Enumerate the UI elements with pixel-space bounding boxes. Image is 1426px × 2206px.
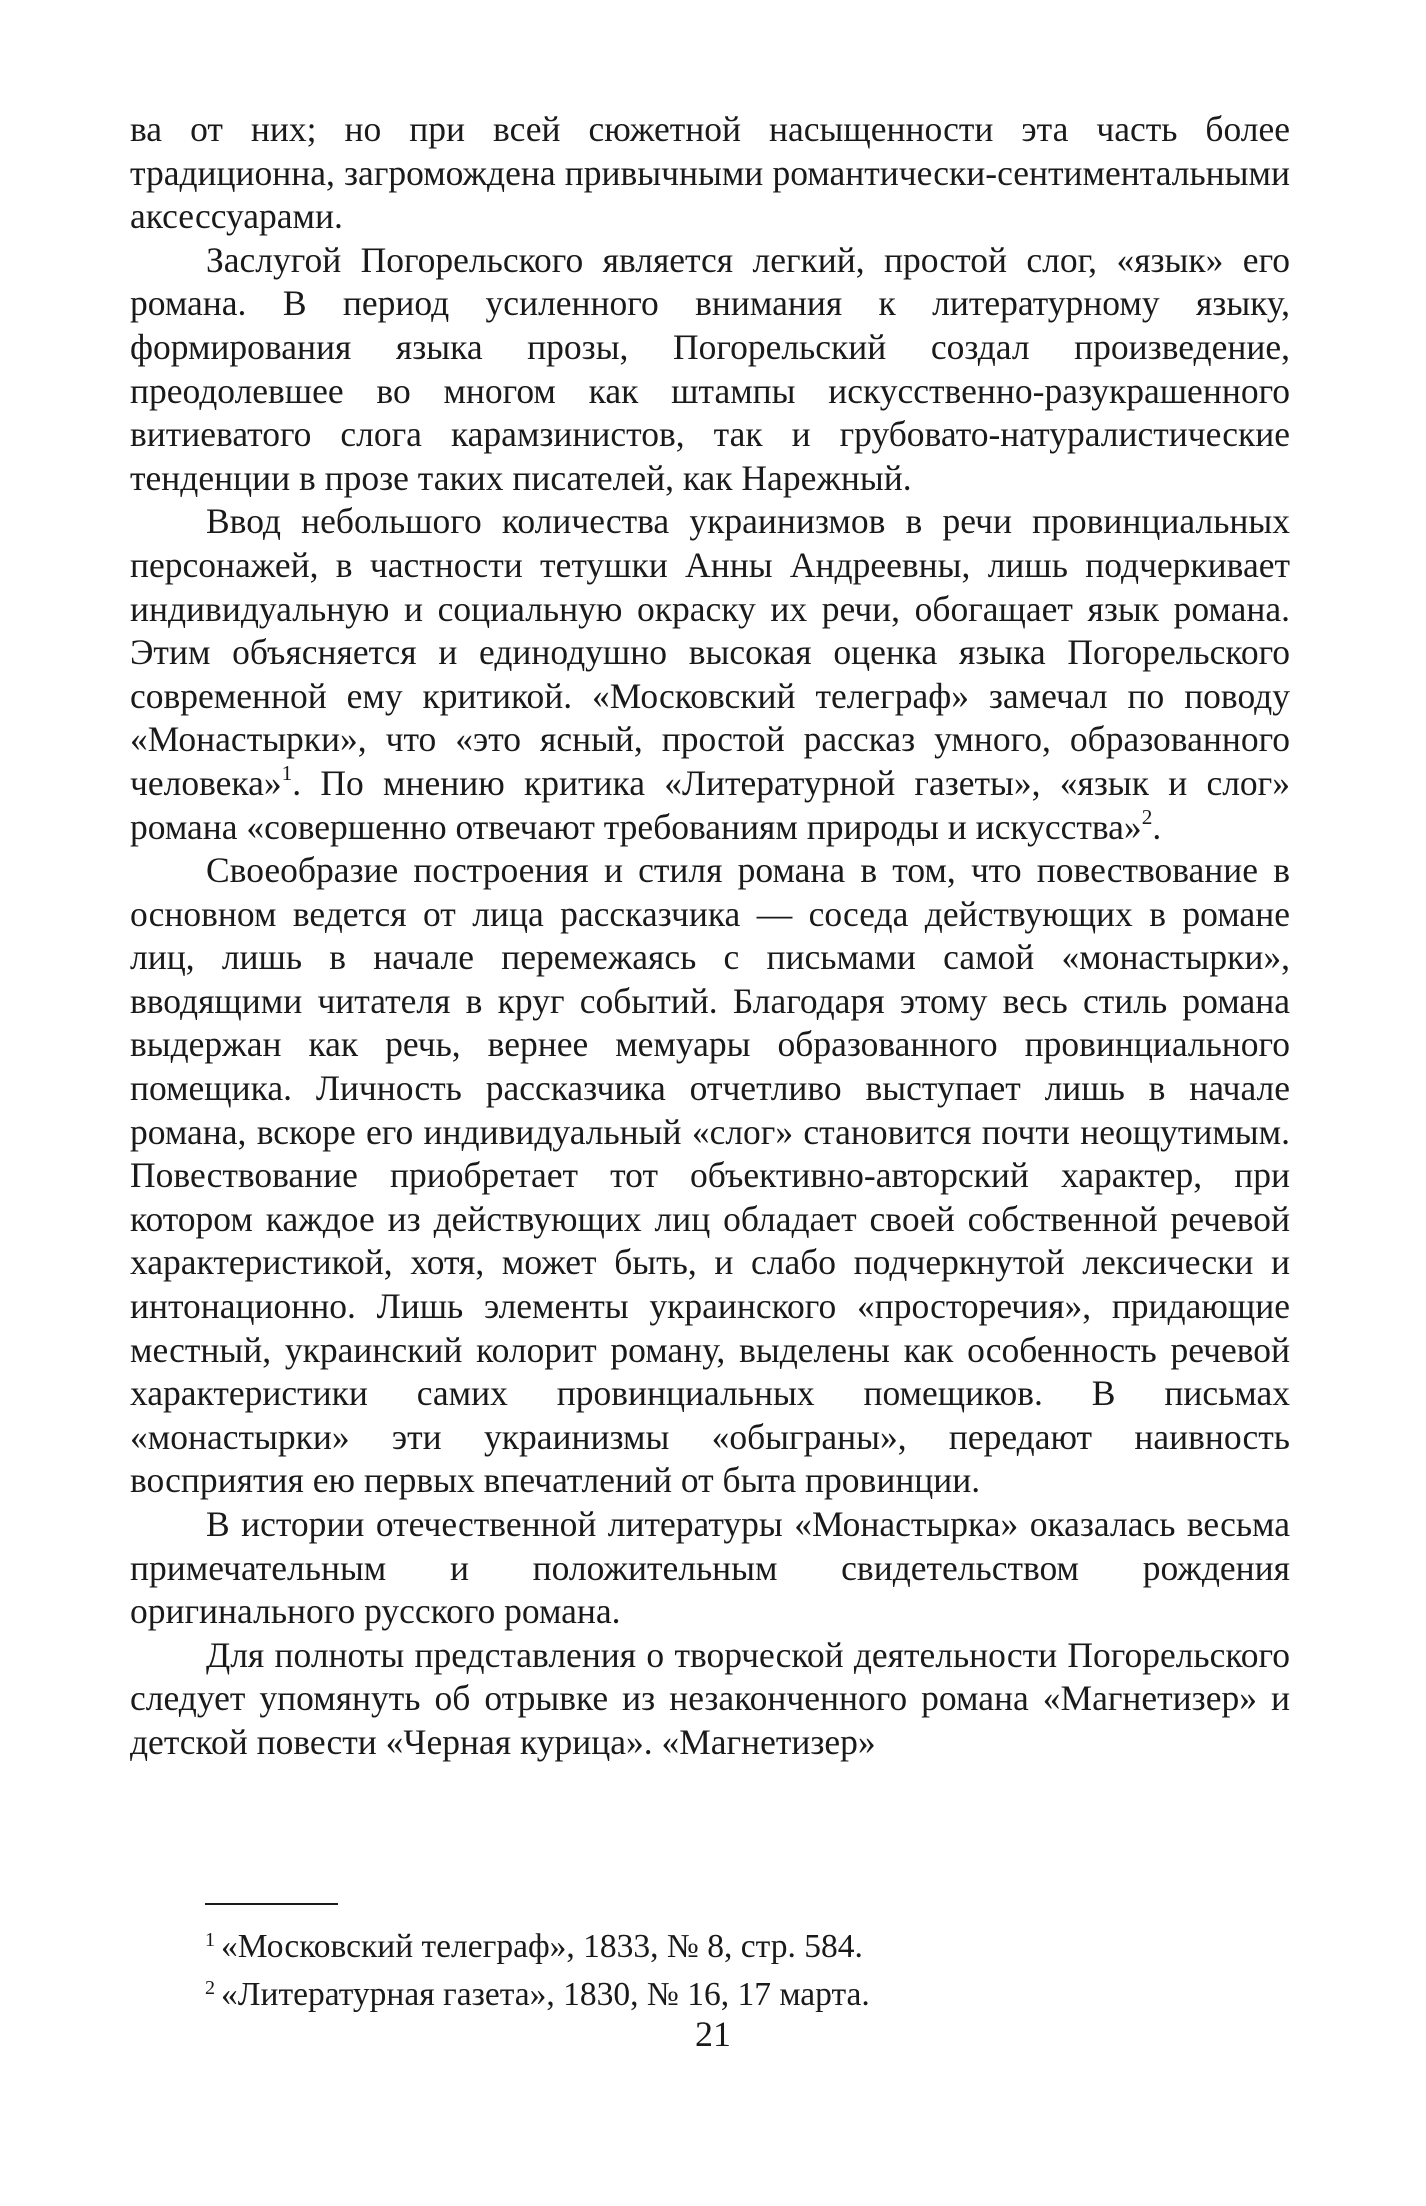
page-number: 21 (695, 2014, 731, 2054)
paragraph-6: Для полноты представления о творческой деятельности Погорельского следует упомянуть об отрывке из незаконченного романа «Магнетизер» и детской повести «Черная курица». «Магнетизер» (130, 1634, 1290, 1762)
footnote-1-text: «Московский телеграф», 1833, № 8, стр. 584. (221, 1928, 863, 1965)
footnote-ref-1: 1 (281, 761, 293, 785)
paragraph-2: Заслугой Погорельского является легкий, простой слог, «язык» его романа. В период усиленного внимания к литературному языку, формирования языка прозы, Погорельский создал произведение, преодолевшее во многом как штампы искусственно-разукрашенного витиеватого слога карамзинистов, так и грубовато-натуралистические тенденции в прозе таких писателей, как Нарежный. (130, 239, 1290, 498)
footnote-1-mark: 1 (205, 1928, 216, 1951)
page-body (130, 108, 1290, 1765)
footnote-1 (205, 1925, 1205, 1973)
paragraph-3-part-1: Ввод небольшого количества украинизмов в речи провинциальных персонажей, в частности тетушки Анны Андреевны, лишь подчеркивает индивидуальную и социальную окраску их речи, обогащает язык романа. Этим объясняется и единодушно высокая оценка языка Погорельского современной ему критикой. «Московский телеграф» замечал по поводу «Монастырки», что «это ясный, простой рассказ умного, образованного человека» (130, 501, 1290, 803)
footnote-2-text: «Литературная газета», 1830, № 16, 17 марта. (221, 1976, 870, 2013)
footnote-ref-2: 2 (1141, 804, 1153, 829)
main-text (130, 108, 1290, 1765)
paragraph-4: Своеобразие построения и стиля романа в том, что повествование в основном ведется от лица рассказчика — соседа действующих в романе лиц, лишь в начале перемежаясь с письмами самой «монастырки», вводящими читателя в круг событий. Благодаря этому весь стиль романа выдержан как речь, вернее мемуары образованного провинциального помещика. Личность рассказчика отчетливо выступает лишь в начале романа, вскоре его индивидуальный «слог» становится почти неощутимым. Повествование приобретает тот объективно-авторский характер, при котором каждое из действующих лиц обладает своей собственной речевой характеристикой, хотя, может быть, и слабо подчеркнутой лексически и интонационно. Лишь элементы украинского «просторечия», придающие местный, украинский колорит роману, выделены как особенность речевой характеристики самих провинциальных помещиков. В письмах «монастырки» эти украинизмы «обыграны», передают наивность восприятия ею первых впечатлений от быта провинции. (130, 850, 1290, 1501)
paragraph-1: ва от них; но при всей сюжетной насыщенности эта часть более традиционна, загромождена привычными романтически-сентиментальными аксессуарами. (130, 109, 1290, 237)
footnotes (205, 1925, 1205, 2021)
paragraph-3-part-3: . (1152, 806, 1162, 847)
paragraph-3 (130, 500, 1290, 849)
paragraph-5: В истории отечественной литературы «Монастырка» оказалась весьма примечательным и положительным свидетельством рождения оригинального русского романа. (130, 1504, 1290, 1632)
footnote-2-mark: 2 (205, 1976, 216, 1999)
paragraph-3-part-2: . По мнению критика «Литературной газеты», «язык и слог» романа «совершенно отвечают требованиям природы и искусства» (130, 762, 1290, 847)
footnote-divider (205, 1903, 338, 1905)
